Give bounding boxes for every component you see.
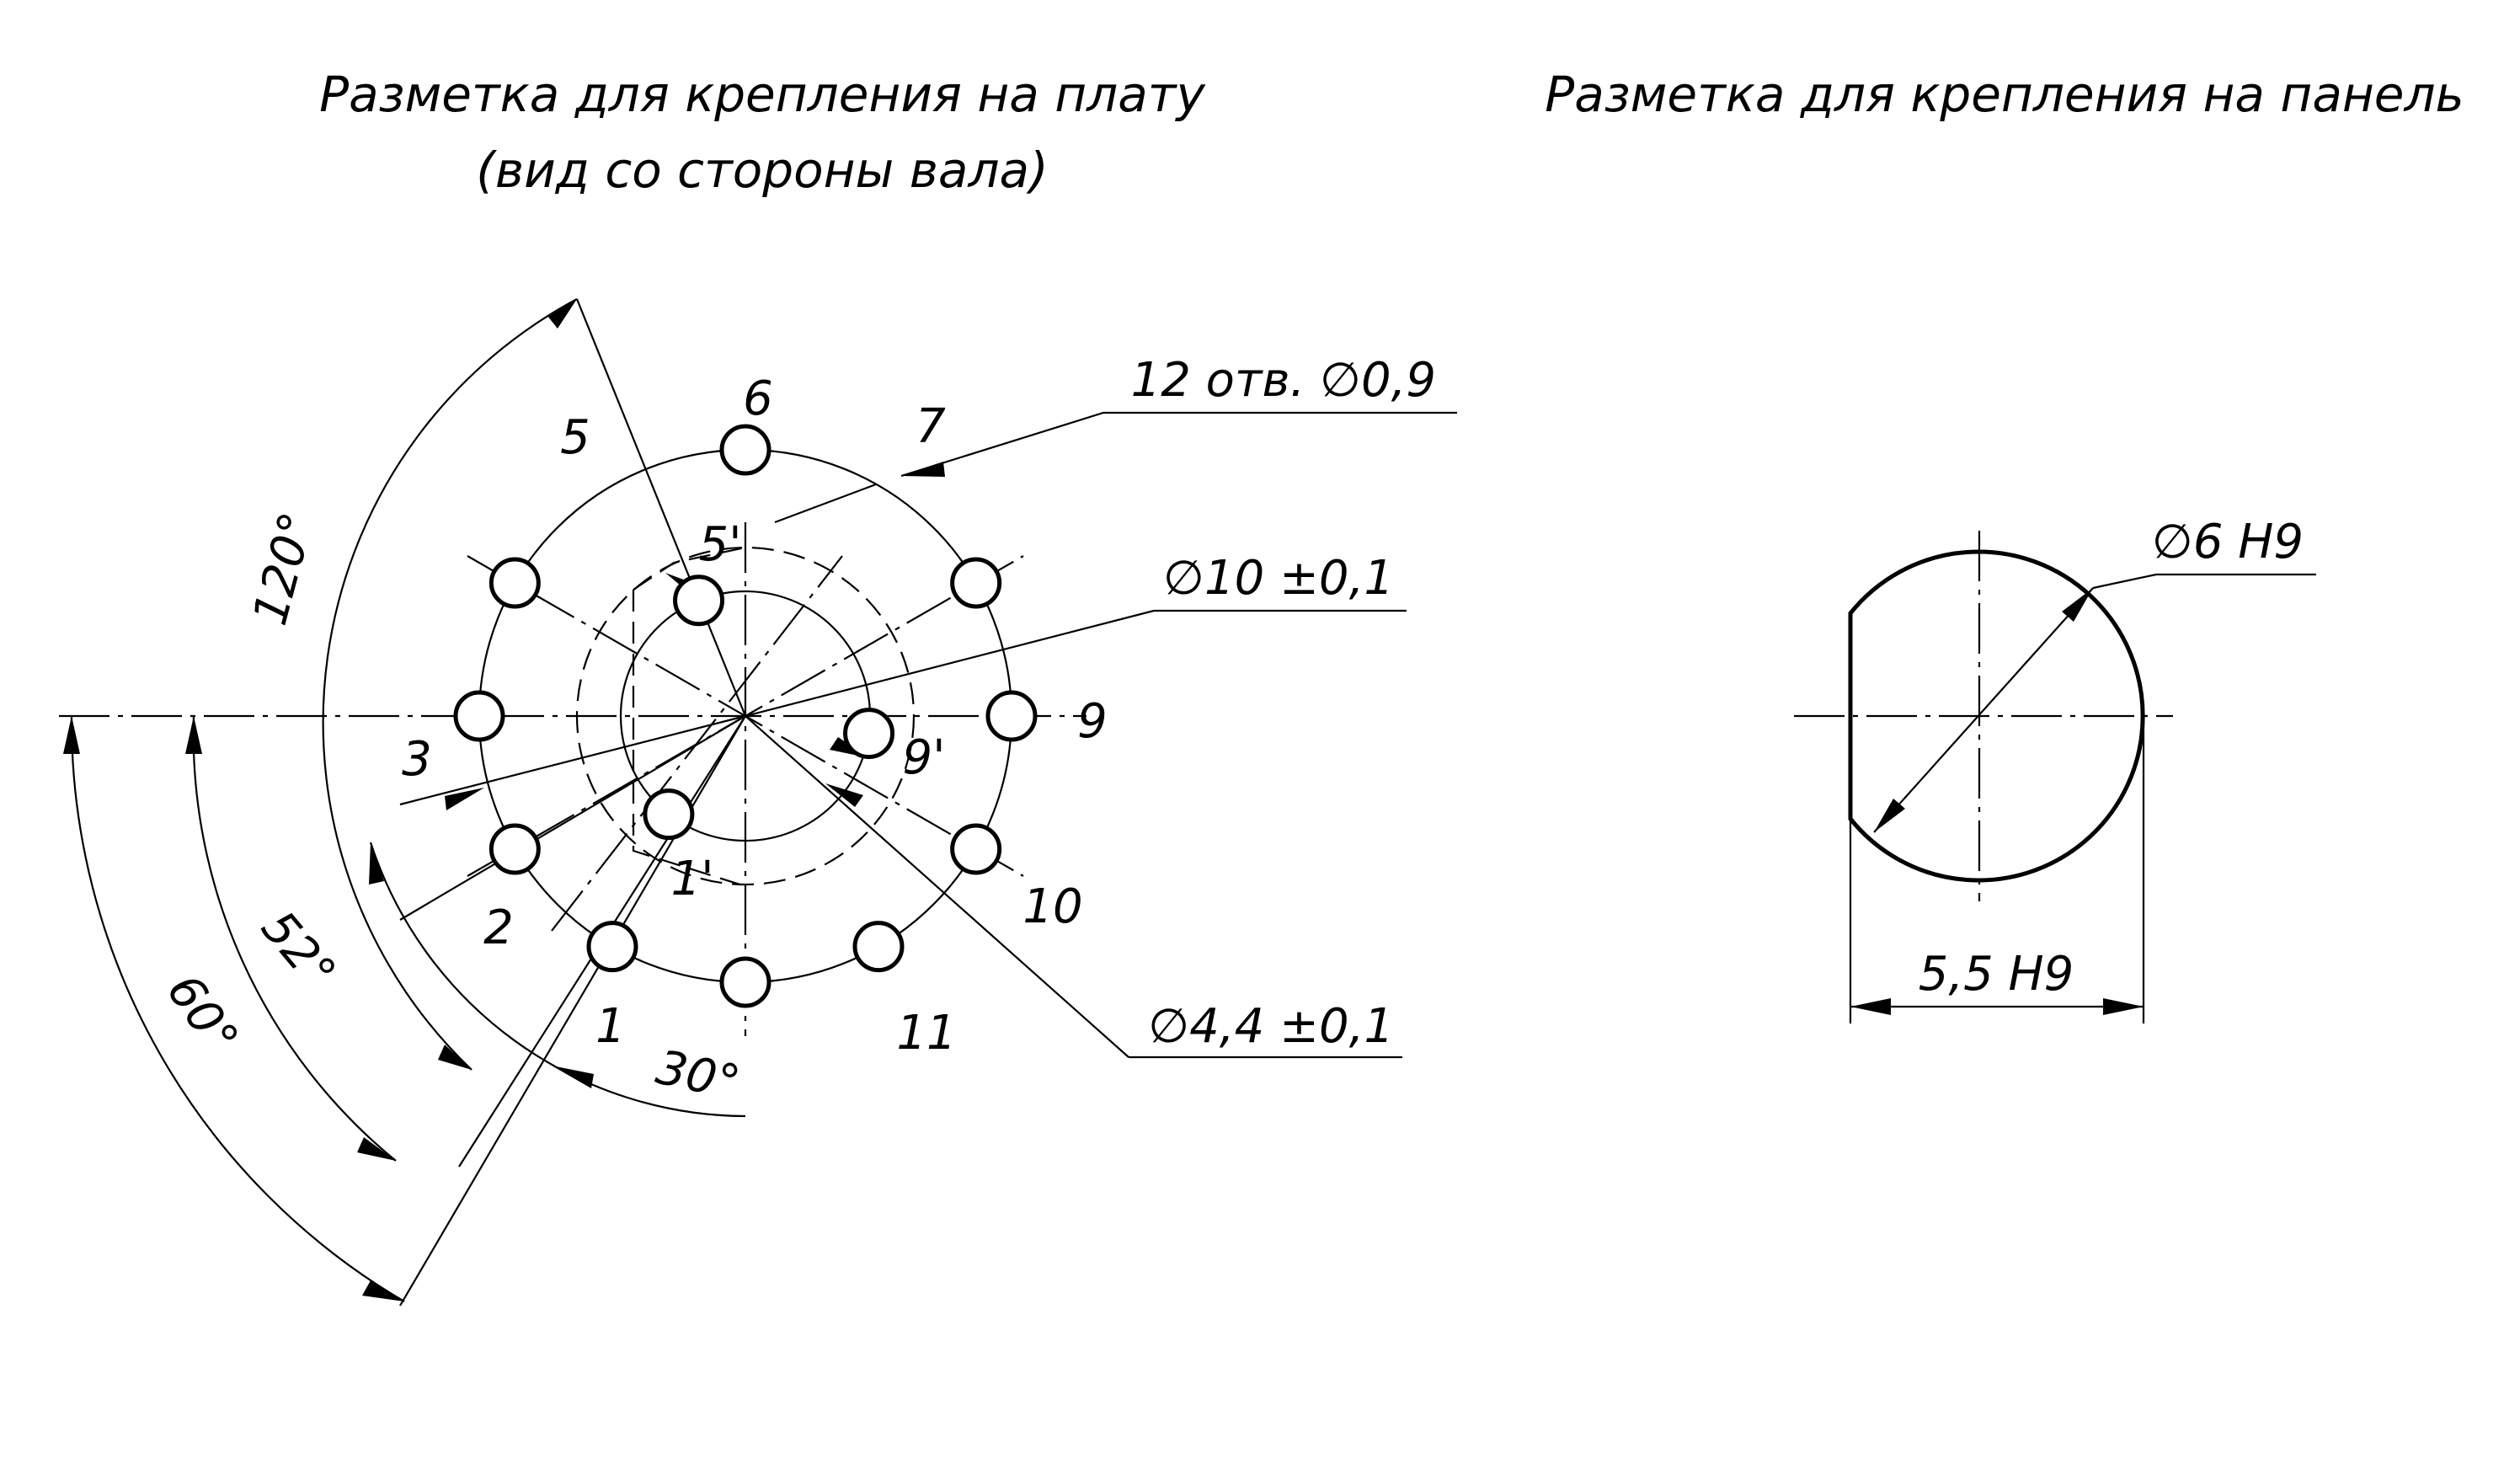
mounting-hole bbox=[855, 923, 902, 970]
board-view bbox=[59, 299, 1457, 1306]
angle-label-120: 120° bbox=[243, 506, 325, 631]
hole-label-10: 10 bbox=[1022, 879, 1083, 934]
mounting-hole bbox=[722, 959, 769, 1006]
arrow-holes-note bbox=[901, 462, 945, 477]
arrow-120 bbox=[547, 299, 577, 329]
inner-label-1: 1' bbox=[670, 852, 714, 906]
panel-diameter: ∅6 H9 bbox=[2152, 515, 2304, 569]
mounting-hole bbox=[589, 923, 636, 970]
mounting-hole bbox=[953, 826, 1000, 873]
diameter-leader bbox=[2093, 575, 2316, 588]
ray-7 bbox=[775, 484, 876, 522]
flat-arrow-right bbox=[2103, 998, 2144, 1015]
inner-hole bbox=[675, 577, 723, 624]
arrow-30-end bbox=[552, 1066, 594, 1088]
diameter-dim-line bbox=[1874, 588, 2093, 832]
mounting-hole bbox=[953, 559, 1000, 607]
arrow-120-end bbox=[438, 1045, 472, 1070]
mounting-hole bbox=[491, 826, 538, 873]
center-hole-dimension: ∅4,4 ±0,1 bbox=[1148, 999, 1394, 1054]
hole-label-7: 7 bbox=[916, 399, 946, 454]
panel-view bbox=[1794, 515, 2316, 1023]
hole-label-1: 1 bbox=[595, 999, 626, 1054]
angle-label-52: 52° bbox=[250, 901, 346, 1001]
arrow-30-start bbox=[369, 842, 384, 884]
mounting-hole bbox=[722, 426, 769, 473]
arrow-52-start bbox=[185, 716, 202, 754]
panel-flat: 5,5 H9 bbox=[1918, 947, 2074, 1002]
mounting-hole bbox=[988, 692, 1035, 740]
angle-label-60: 60° bbox=[156, 965, 249, 1065]
ray-120 bbox=[577, 299, 745, 716]
inner-label-5: 5' bbox=[698, 517, 742, 572]
board-title-line2: (вид со стороны вала) bbox=[476, 142, 1049, 199]
flat-arrow-left bbox=[1850, 998, 1891, 1015]
inner-label-9: 9' bbox=[902, 730, 946, 785]
bolt-circle-dimension: ∅10 ±0,1 bbox=[1163, 551, 1394, 606]
hole-label-11: 11 bbox=[896, 1006, 957, 1061]
arrow-52-end bbox=[357, 1137, 396, 1161]
board-title-line1: Разметка для крепления на плату bbox=[319, 66, 1205, 123]
hole-label-9: 9 bbox=[1077, 694, 1108, 749]
hole-label-5: 5 bbox=[560, 410, 590, 465]
hole-label-6: 6 bbox=[743, 371, 773, 426]
mounting-hole bbox=[456, 692, 503, 740]
inner-hole bbox=[645, 791, 692, 838]
arrow-60-start bbox=[63, 716, 80, 754]
leader-holes-note bbox=[901, 413, 1457, 476]
arc-120 bbox=[323, 299, 577, 1070]
ray-3 bbox=[400, 716, 745, 804]
hole-label-3: 3 bbox=[402, 732, 432, 787]
panel-title: Разметка для крепления на панель bbox=[1545, 66, 2464, 123]
angle-label-30: 30° bbox=[651, 1039, 745, 1112]
hole-label-2: 2 bbox=[483, 901, 514, 955]
holes-note: 12 отв. ∅0,9 bbox=[1130, 353, 1436, 408]
arc-60 bbox=[72, 716, 404, 1301]
mounting-hole bbox=[491, 559, 538, 607]
arrow-60-end bbox=[362, 1280, 404, 1301]
inner-hole bbox=[846, 710, 893, 757]
